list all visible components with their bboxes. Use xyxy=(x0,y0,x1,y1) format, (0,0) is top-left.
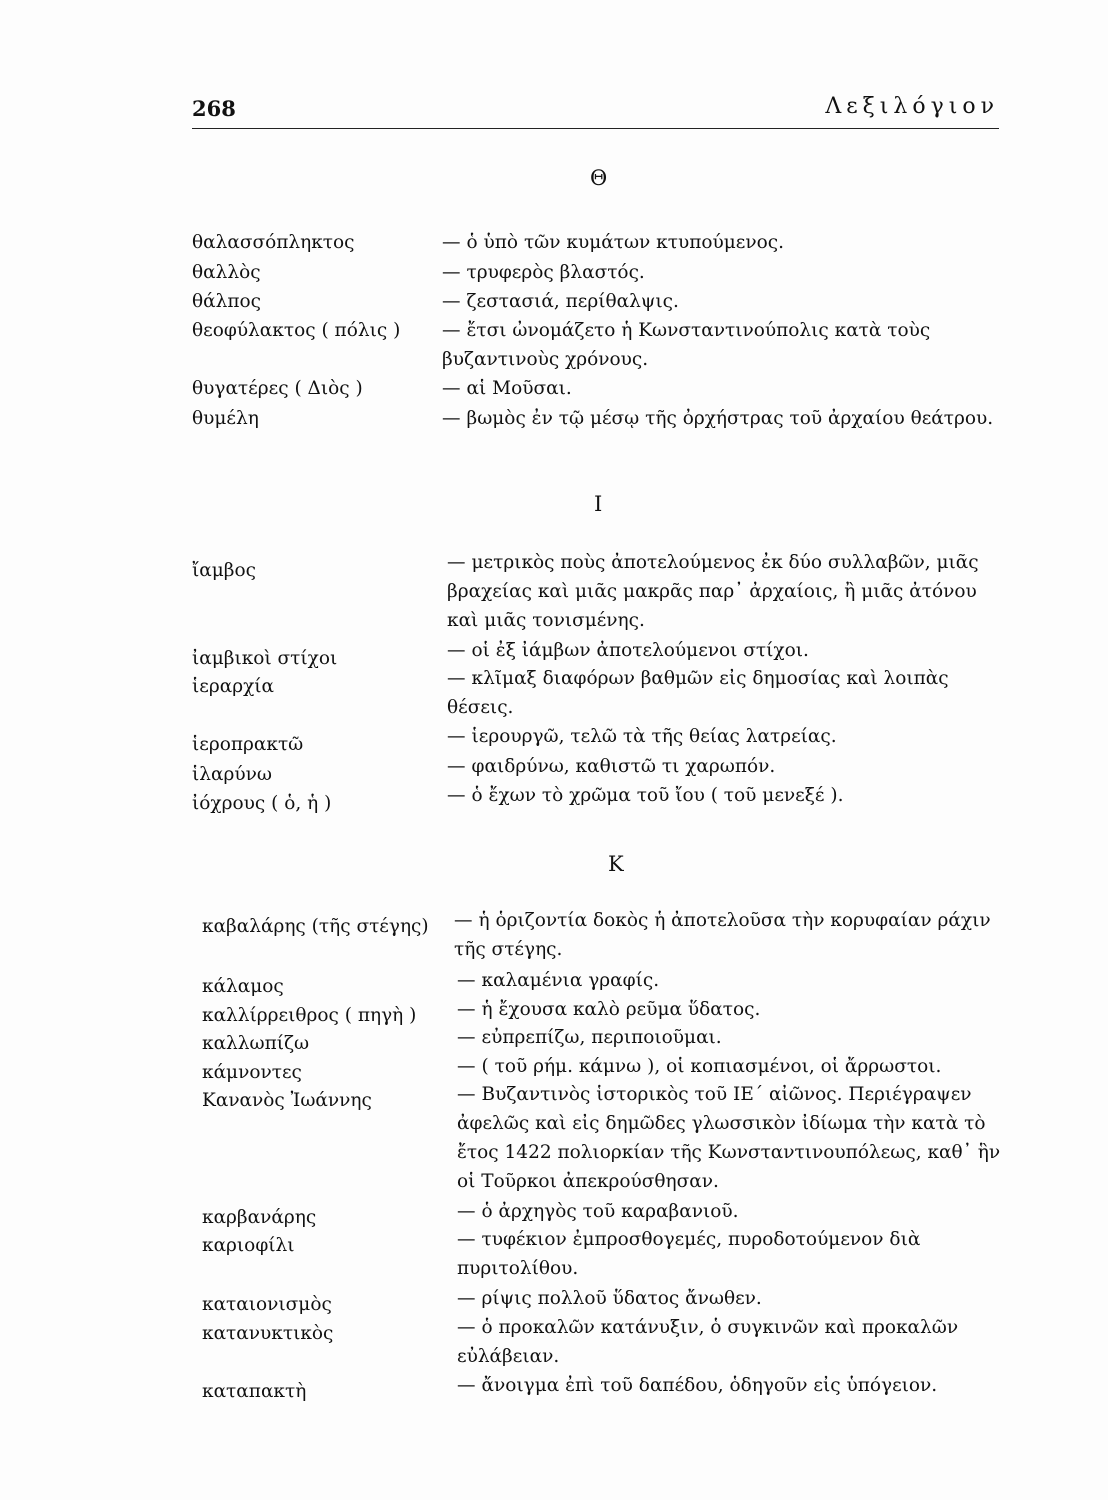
entry-definition: — τυφέκιον ἐμπροσθογεμές, πυροδοτούμενον διὰ πυριτολίθου. xyxy=(457,1229,921,1279)
page-number: 268 xyxy=(192,96,236,121)
entry-definition: — μετρικὸς ποὺς ἀποτελούμενος ἐκ δύο συλλαβῶν, μιᾶς βραχείας καὶ μιᾶς μακρᾶς παρ᾽ ἀρχαίοις, ἢ μιᾶς ἀτόνου καὶ μιᾶς τονισμένης. xyxy=(447,552,979,631)
entry-term: καβαλάρης (τῆς στέγης) xyxy=(202,916,429,937)
entry-term: καταπακτὴ xyxy=(202,1381,307,1402)
entry-definition: — ( τοῦ ρήμ. κάμνω ), οἱ κοπιασμένοι, οἱ ἄρρωστοι. xyxy=(457,1056,942,1077)
entry-definition: — ἡ ὁριζοντία δοκὸς ἡ ἀποτελοῦσα τὴν κορυφαίαν ράχιν τῆς στέγης. xyxy=(454,910,991,960)
entry-term: ἱλαρύνω xyxy=(192,764,272,785)
dictionary-entry xyxy=(202,906,1022,964)
entry-definition: — καλαμένια γραφίς. xyxy=(457,970,660,991)
section-letter-iota: Ι xyxy=(594,492,603,516)
dictionary-entry xyxy=(202,1284,1022,1313)
entry-definition: — ἔτσι ὠνομάζετο ἡ Κωνσταντινούπολις κατὰ τοὺς βυζαντινοὺς χρόνους. xyxy=(442,320,931,370)
entry-definition: — ρίψις πολλοῦ ὕδατος ἄνωθεν. xyxy=(457,1288,762,1309)
entry-definition: — οἱ ἐξ ἰάμβων ἀποτελούμενοι στίχοι. xyxy=(447,640,809,661)
entry-term: θεοφύλακτος ( πόλις ) xyxy=(192,320,401,341)
dictionary-entry xyxy=(192,404,1012,462)
entry-term: καριοφίλι xyxy=(202,1235,295,1256)
dictionary-entry xyxy=(192,548,1012,635)
dictionary-entry xyxy=(192,287,1012,316)
dictionary-entry xyxy=(202,1023,1022,1052)
dictionary-entry xyxy=(192,374,1012,403)
entry-term: Κανανὸς Ἰωάννης xyxy=(202,1090,372,1111)
entry-term: ἱεροπρακτῶ xyxy=(192,734,304,755)
entry-definition: — ὁ ἀρχηγὸς τοῦ καραβανιοῦ. xyxy=(457,1201,739,1222)
dictionary-entry xyxy=(192,781,1012,814)
dictionary-entry xyxy=(202,966,1022,995)
dictionary-entry xyxy=(202,1313,1022,1371)
entry-term: κατανυκτικὸς xyxy=(202,1323,334,1344)
entry-term: καλλωπίζω xyxy=(202,1033,310,1054)
dictionary-entry xyxy=(192,752,1012,785)
entry-definition: — ζεστασιά, περίθαλψις. xyxy=(442,291,679,312)
entry-term: κάμνοντες xyxy=(202,1062,302,1083)
entry-definition: — ἱερουργῶ, τελῶ τὰ τῆς θείας λατρείας. xyxy=(447,726,837,747)
entry-term: θυγατέρες ( Διὸς ) xyxy=(192,378,363,399)
entry-definition: — ὁ ἔχων τὸ χρῶμα τοῦ ἴου ( τοῦ μενεξέ ). xyxy=(447,785,844,806)
entry-definition: — τρυφερὸς βλαστός. xyxy=(442,262,645,283)
section-letter-kappa: Κ xyxy=(608,852,624,876)
dictionary-entry xyxy=(202,1080,1022,1196)
dictionary-entry xyxy=(192,258,1012,287)
dictionary-entry xyxy=(202,1197,1022,1226)
entry-definition: — ὁ ὑπὸ τῶν κυμάτων κτυπούμενος. xyxy=(442,232,784,253)
entry-definition: — αἱ Μοῦσαι. xyxy=(442,378,572,399)
entry-term: θυμέλη xyxy=(192,408,259,429)
entry-term: θαλλὸς xyxy=(192,262,261,283)
dictionary-entry xyxy=(192,664,1012,722)
dictionary-entry xyxy=(202,1371,1022,1400)
page-header xyxy=(192,92,999,129)
entry-term: ἱεραρχία xyxy=(192,676,275,697)
entry-term: ἰαμβικοὶ στίχοι xyxy=(192,648,338,669)
section-letter-theta: Θ xyxy=(590,166,608,190)
dictionary-entry xyxy=(192,228,1012,257)
entry-definition: — ἄνοιγμα ἐπὶ τοῦ δαπέδου, ὁδηγοῦν εἰς ὑπόγειον. xyxy=(457,1375,938,1396)
entry-definition: — κλῖμαξ διαφόρων βαθμῶν εἰς δημοσίας καὶ λοιπὰς θέσεις. xyxy=(447,668,949,718)
entry-term: καταιονισμὸς xyxy=(202,1294,332,1315)
entry-term: ἴαμβος xyxy=(192,560,256,581)
dictionary-entry xyxy=(202,1052,1022,1081)
entry-definition: — ὁ προκαλῶν κατάνυξιν, ὁ συγκινῶν καὶ προκαλῶν εὐλάβειαν. xyxy=(457,1317,959,1367)
entry-term: καλλίρρειθρος ( πηγὴ ) xyxy=(202,1005,417,1026)
dictionary-entry xyxy=(202,995,1022,1024)
entry-definition: — βωμὸς ἐν τῷ μέσῳ τῆς ὀρχήστρας τοῦ ἀρχαίου θεάτρου. xyxy=(442,408,994,429)
entry-term: κάλαμος xyxy=(202,976,284,997)
entry-term: θάλπος xyxy=(192,291,262,312)
dictionary-entry xyxy=(202,1225,1022,1283)
entry-definition: — ἡ ἔχουσα καλὸ ρεῦμα ὕδατος. xyxy=(457,999,761,1020)
dictionary-entry xyxy=(192,636,1012,669)
entry-term: καρβανάρης xyxy=(202,1207,317,1228)
dictionary-entry xyxy=(192,316,1012,374)
running-title: Λεξιλόγιον xyxy=(825,94,999,119)
entry-term: ἰόχρους ( ὁ, ἡ ) xyxy=(192,793,332,814)
dictionary-entry xyxy=(192,722,1012,755)
entry-definition: — Βυζαντινὸς ἱστορικὸς τοῦ ΙΕ΄ αἰῶνος. Περιέγραψεν ἀφελῶς καὶ εἰς δημῶδες γλωσσικὸν ἰδίωμα τὴν κατὰ τὸ ἔτος 1422 πολιορκίαν τῆς Κωνσταντινουπόλεως, καθ᾽ ἣν οἱ Τοῦρκοι ἀπεκρούσθησαν. xyxy=(457,1084,1001,1192)
entry-definition: — εὐπρεπίζω, περιποιοῦμαι. xyxy=(457,1027,722,1048)
entry-term: θαλασσόπληκτος xyxy=(192,232,355,253)
entry-definition: — φαιδρύνω, καθιστῶ τι χαρωπόν. xyxy=(447,756,776,777)
